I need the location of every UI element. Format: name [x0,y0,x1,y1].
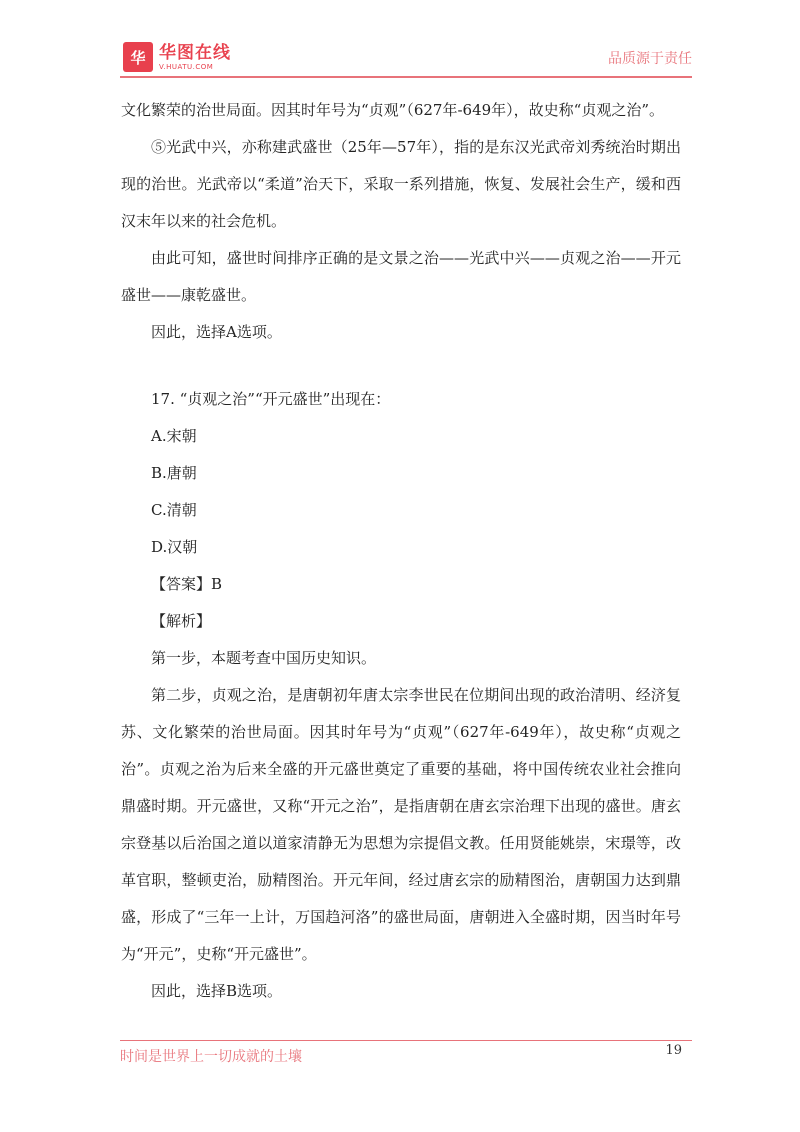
logo-name: 华图在线 [159,42,231,63]
logo-icon: 华 [123,42,153,72]
option-b: B.唐朝 [151,464,197,482]
paragraph-continued: 文化繁荣的治世局面。因其时年号为“贞观”（627年-649年），故史称“贞观之治”。 [121,101,665,119]
header-slogan: 品质源于责任 [608,51,692,67]
option-d: D.汉朝 [151,538,198,556]
huatu-logo [123,42,231,72]
header-divider [120,76,692,78]
page-body [121,92,681,1010]
analysis-step-1: 第一步，本题考查中国历史知识。 [151,649,377,667]
page-number: 19 [665,1043,682,1058]
paragraph-order: 由此可知，盛世时间排序正确的是文景之治——光武中兴——贞观之治——开元盛世——康乾盛世。 [121,249,681,304]
footer-motto: 时间是世界上一切成就的土壤 [120,1049,302,1065]
question-17: 17. “贞观之治”“开元盛世”出现在： [151,390,391,408]
paragraph-guangwu: ⑤光武中兴，亦称建武盛世（25年—57年），指的是东汉光武帝刘秀统治时期出现的治世。光武帝以“柔道”治天下，采取一系列措施，恢复、发展社会生产，缓和西汉末年以来的社会危机。 [121,138,681,230]
analysis-step-2: 第二步，贞观之治，是唐朝初年唐太宗李世民在位期间出现的政治清明、经济复苏、文化繁荣的治世局面。因其时年号为“贞观”（627年-649年），故史称“贞观之治”。贞观之治为后来全盛的开元盛世奠定了重要的基础，将中国传统农业社会推向鼎盛时期。开元盛世，又称“开元之治”，是指唐朝在唐玄宗治理下出现的盛世。唐玄宗登基以后治国之道以道家清静无为思想为宗提倡文教。任用贤能姚崇，宋璟等，改革官职，整顿吏治，励精图治。开元年间，经过唐玄宗的励精图治，唐朝国力达到鼎盛，形成了“三年一上计，万国趋河洛”的盛世局面，唐朝进入全盛时期，因当时年号为“开元”，史称“开元盛世”。 [121,686,681,963]
paragraph-select-a: 因此，选择A选项。 [151,323,282,341]
option-c: C.清朝 [151,501,197,519]
footer-divider [120,1040,692,1041]
analysis-heading: 【解析】 [151,612,212,630]
conclusion: 因此，选择B选项。 [151,982,283,1000]
answer-line: 【答案】B [151,575,223,593]
option-a: A.宋朝 [151,427,197,445]
logo-url: V.HUATU.COM [159,62,214,71]
